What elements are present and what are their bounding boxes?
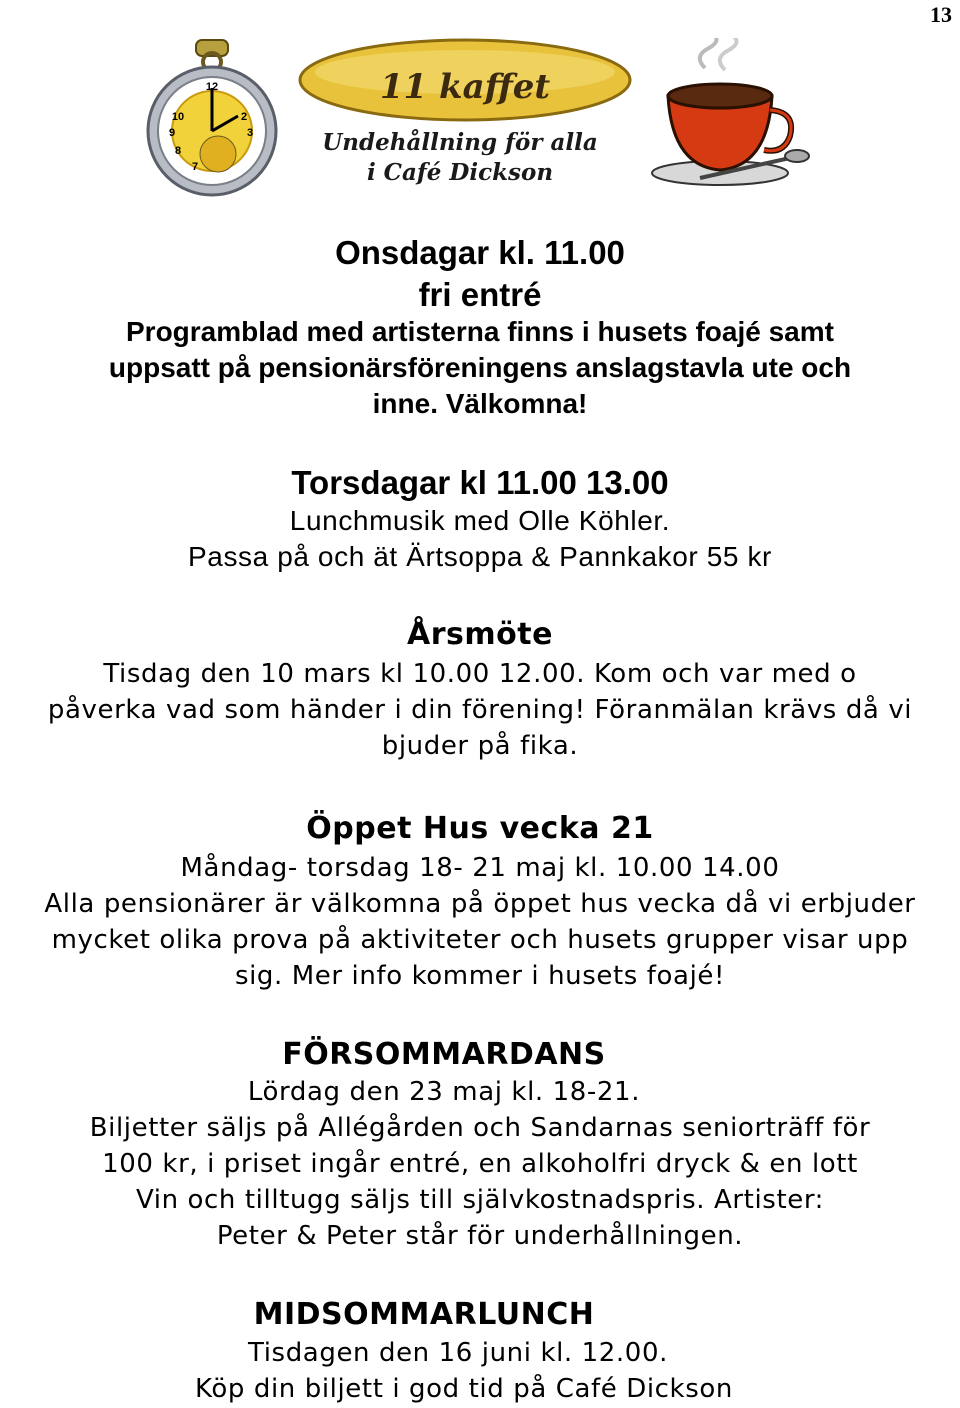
onsdag-line: inne. Välkomna!	[372, 388, 588, 419]
onsdag-line: uppsatt på pensionärsföreningens anslagstavla ute och	[108, 352, 852, 383]
forsommardans-line: Lördag den 23 maj kl. 18-21.	[247, 1077, 641, 1107]
onsdag-title: Onsdagar kl. 11.00	[335, 234, 625, 271]
svg-text:9: 9	[168, 127, 176, 139]
page-number: 13	[930, 2, 952, 27]
arsmote-title: Årsmöte	[407, 617, 553, 652]
onsdag-line: Programblad med artisterna finns i husets foajé samt	[126, 316, 834, 347]
torsdag-title: Torsdagar kl 11.00 13.00	[291, 464, 669, 501]
svg-text:7: 7	[191, 161, 199, 173]
svg-text:12: 12	[205, 81, 219, 93]
oppet-hus-line: Måndag- torsdag 18- 21 maj kl. 10.00 14.00	[180, 853, 780, 883]
svg-text:10: 10	[171, 111, 185, 123]
forsommardans-line: Vin och tilltugg säljs till självkostnadspris. Artister:	[135, 1185, 825, 1215]
midsommarlunch-line: Tisdagen den 16 juni kl. 12.00.	[248, 1338, 668, 1368]
midsommarlunch-line: Köp din biljett i god tid på Café Dickson	[195, 1374, 733, 1404]
forsommardans-line: 100 kr, i priset ingår entré, en alkoholfri dryck & en lott	[102, 1149, 858, 1179]
sign-title: 11 kaffet	[379, 67, 551, 107]
oppet-hus-title: Öppet Hus vecka 21	[306, 811, 654, 846]
torsdag-line: Passa på och ät Ärtsoppa & Pannkakor 55 kr	[188, 541, 772, 572]
onsdag-subtitle: fri entré	[418, 276, 542, 313]
forsommardans-line: Peter & Peter står för underhållningen.	[216, 1221, 744, 1251]
svg-text:2: 2	[240, 111, 248, 123]
svg-text:3: 3	[246, 127, 254, 139]
forsommardans-line: Biljetter säljs på Allégården och Sandarnas seniorträff för	[89, 1113, 871, 1143]
oppet-hus-line: sig. Mer info kommer i husets foajé!	[234, 961, 726, 991]
cafe-banner	[0, 38, 960, 198]
torsdag-line: Lunchmusik med Olle Köhler.	[289, 505, 671, 536]
sign-subtitle-line1: Undehållning för alla	[322, 129, 598, 156]
arsmote-line: påverka vad som händer i din förening! Föranmälan krävs då vi	[47, 695, 913, 725]
oppet-hus-line: Alla pensionärer är välkomna på öppet hus vecka då vi erbjuder	[44, 889, 916, 919]
forsommardans-title: FÖRSOMMARDANS	[282, 1037, 606, 1072]
pocket-watch-icon	[148, 40, 276, 195]
arsmote-line: bjuder på fika.	[381, 731, 579, 761]
cafe-sign	[300, 40, 630, 186]
oppet-hus-line: mycket olika prova på aktiviteter och husets grupper visar upp	[51, 925, 909, 955]
coffee-cup-icon	[652, 38, 809, 185]
sign-subtitle-line2: i Café Dickson	[366, 159, 554, 186]
midsommarlunch-title: MIDSOMMARLUNCH	[253, 1297, 595, 1332]
svg-text:8: 8	[174, 145, 182, 157]
arsmote-line: Tisdag den 10 mars kl 10.00 12.00. Kom och var med o	[103, 659, 857, 689]
